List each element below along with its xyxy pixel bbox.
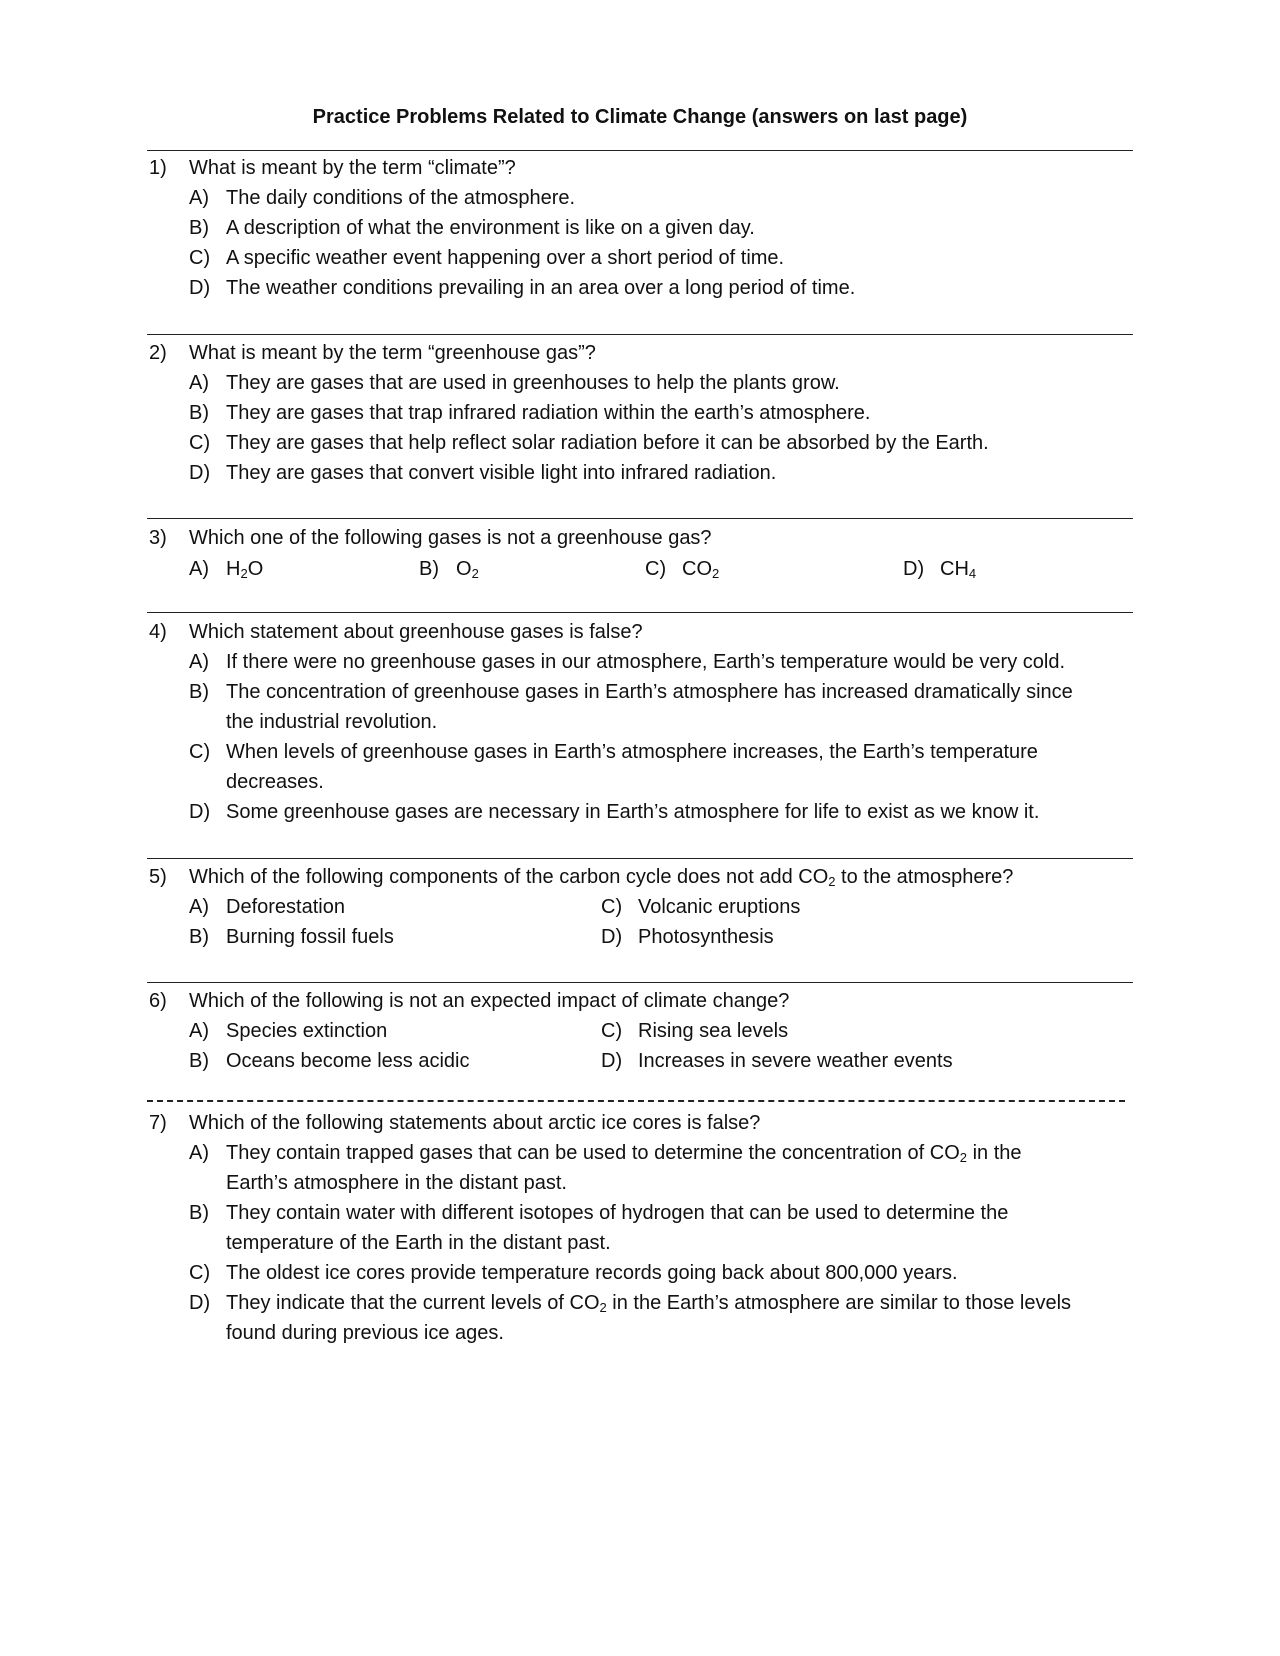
question-text: Which statement about greenhouse gases is false? <box>189 621 643 643</box>
question-text: Which of the following is not an expected impact of climate change? <box>189 990 790 1012</box>
option-text: Some greenhouse gases are necessary in Earth’s atmosphere for life to exist as we know it. <box>226 801 1040 823</box>
option-text: They indicate that the current levels of $CO_2$ in the Earth’s atmosphere are similar to those levels <box>226 1292 1072 1315</box>
question-number: 7) <box>149 1112 167 1134</box>
question-number: 6) <box>149 990 167 1012</box>
divider <box>147 982 1133 983</box>
option-text: Photosynthesis <box>638 926 774 948</box>
page-title: Practice Problems Related to Climate Change (answers on last page) <box>312 106 968 128</box>
divider <box>147 334 1133 335</box>
option-text: $CO_2$ <box>682 558 720 581</box>
option-text: $CH_4$ <box>940 558 977 581</box>
option-text: They are gases that are used in greenhouses to help the plants grow. <box>226 372 840 394</box>
option-text: Deforestation <box>226 896 345 918</box>
option-letter: B) <box>189 217 209 239</box>
question-number: 1) <box>149 157 167 179</box>
option-letter: A) <box>189 1142 209 1164</box>
option-text: They contain water with different isotopes of hydrogen that can be used to determine the <box>226 1202 1009 1224</box>
option-letter: A) <box>189 651 209 673</box>
option-text: They contain trapped gases that can be used to determine the concentration of $CO_2$ in the <box>226 1142 1022 1165</box>
question-text: Which one of the following gases is not a greenhouse gas? <box>189 527 712 549</box>
option-letter: D) <box>189 801 211 823</box>
option-letter: A) <box>189 1020 209 1042</box>
divider <box>147 518 1133 519</box>
option-text: Increases in severe weather events <box>638 1050 953 1072</box>
option-text: Rising sea levels <box>638 1020 789 1042</box>
option-letter: C) <box>645 558 667 580</box>
option-text: They are gases that convert visible light into infrared radiation. <box>226 462 777 484</box>
option-text: A specific weather event happening over a short period of time. <box>226 247 785 269</box>
option-text: Oceans become less acidic <box>226 1050 470 1072</box>
option-letter: B) <box>189 926 209 948</box>
option-text-continued: decreases. <box>226 771 324 793</box>
option-letter: C) <box>601 896 623 918</box>
option-text: The concentration of greenhouse gases in Earth’s atmosphere has increased dramatically since <box>226 681 1073 703</box>
option-letter: C) <box>189 741 211 763</box>
option-text: Volcanic eruptions <box>638 896 801 918</box>
option-text: Burning fossil fuels <box>226 926 394 948</box>
option-letter: A) <box>189 187 209 209</box>
option-text: The daily conditions of the atmosphere. <box>226 187 576 209</box>
option-letter: B) <box>189 681 209 703</box>
option-text-continued: Earth’s atmosphere in the distant past. <box>226 1172 567 1194</box>
option-letter: D) <box>903 558 925 580</box>
option-text-continued: temperature of the Earth in the distant past. <box>226 1232 611 1254</box>
option-letter: A) <box>189 896 209 918</box>
option-text: Species extinction <box>226 1020 388 1042</box>
option-letter: B) <box>189 1050 209 1072</box>
option-letter: D) <box>189 1292 211 1314</box>
option-text-continued: the industrial revolution. <box>226 711 438 733</box>
option-text: They are gases that help reflect solar radiation before it can be absorbed by the Earth. <box>226 432 989 454</box>
option-text: $O_2$ <box>456 558 479 581</box>
option-text: If there were no greenhouse gases in our atmosphere, Earth’s temperature would be very cold. <box>226 651 1065 673</box>
question-number: 4) <box>149 621 167 643</box>
question-number: 5) <box>149 866 167 888</box>
option-letter: B) <box>419 558 439 580</box>
option-text-continued: found during previous ice ages. <box>226 1322 504 1344</box>
option-text: They are gases that trap infrared radiation within the earth’s atmosphere. <box>226 402 871 424</box>
question-number: 2) <box>149 342 167 364</box>
option-text: The weather conditions prevailing in an area over a long period of time. <box>226 277 856 299</box>
divider <box>147 150 1133 151</box>
option-letter: C) <box>601 1020 623 1042</box>
option-letter: C) <box>189 432 211 454</box>
option-letter: A) <box>189 558 209 580</box>
option-text: $H_2O$ <box>226 558 264 581</box>
option-text: The oldest ice cores provide temperature records going back about 800,000 years. <box>226 1262 958 1284</box>
question-text: What is meant by the term “greenhouse gas”? <box>189 342 596 364</box>
option-letter: C) <box>189 247 211 269</box>
option-letter: D) <box>601 1050 623 1072</box>
option-letter: D) <box>189 462 211 484</box>
option-letter: D) <box>189 277 211 299</box>
divider <box>147 1100 1125 1102</box>
option-letter: D) <box>601 926 623 948</box>
option-letter: B) <box>189 1202 209 1224</box>
divider <box>147 612 1133 613</box>
option-text: When levels of greenhouse gases in Earth’s atmosphere increases, the Earth’s temperature <box>226 741 1038 763</box>
question-text: Which of the following statements about arctic ice cores is false? <box>189 1112 761 1134</box>
question-number: 3) <box>149 527 167 549</box>
divider <box>147 858 1133 859</box>
question-text: Which of the following components of the carbon cycle does not add $CO_2$ to the atmosphere? <box>189 866 1014 889</box>
question-text: What is meant by the term “climate”? <box>189 157 516 179</box>
option-text: A description of what the environment is like on a given day. <box>226 217 755 239</box>
option-letter: C) <box>189 1262 211 1284</box>
option-letter: A) <box>189 372 209 394</box>
option-letter: B) <box>189 402 209 424</box>
